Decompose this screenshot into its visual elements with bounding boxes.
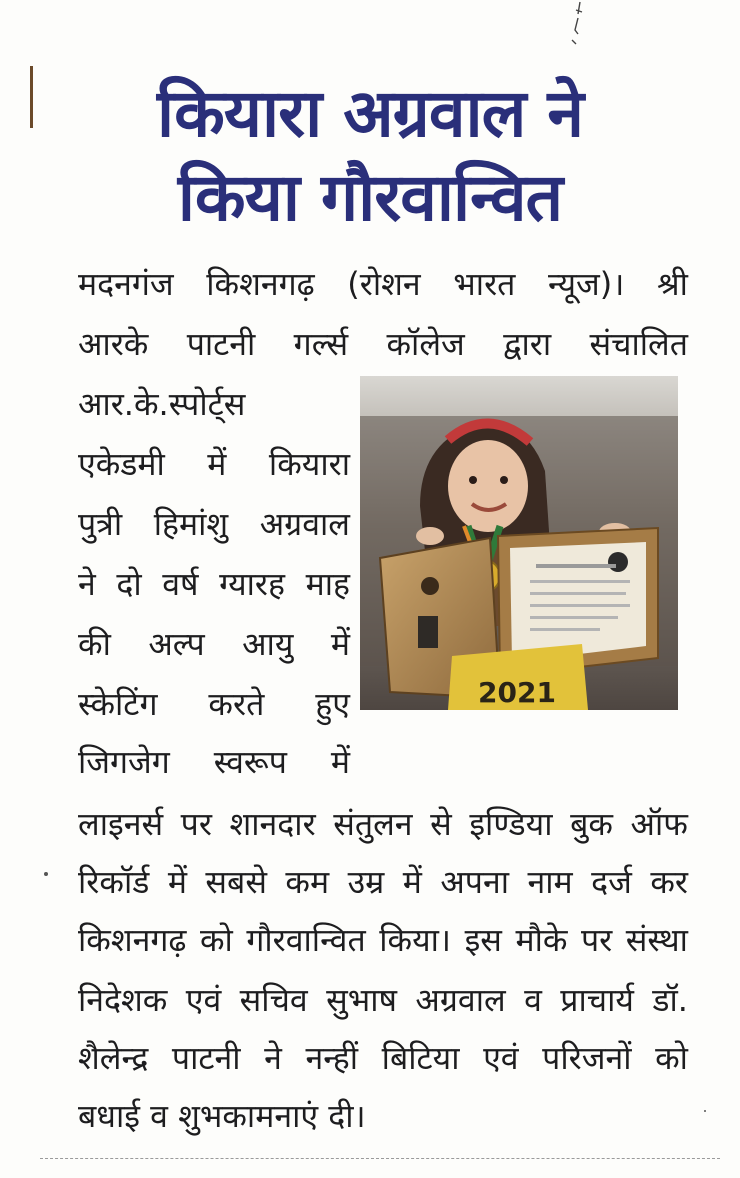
article-word: द्वारा: [503, 325, 552, 363]
news-photo: [360, 376, 678, 710]
article-word: शानदार: [229, 805, 316, 843]
article-word: ग्यारह: [219, 565, 285, 603]
article-word: डॉ.: [652, 981, 688, 1019]
article-word: हिमांशु: [153, 505, 229, 543]
article-word: स्वरूप: [213, 743, 287, 781]
article-line: [78, 684, 350, 724]
photo-illustration: [360, 376, 678, 710]
article-word: निदेशक: [78, 981, 168, 1019]
article-line: [78, 920, 688, 960]
article-word: से: [430, 805, 452, 843]
article-word: में: [402, 863, 422, 901]
article-word: में: [207, 445, 227, 483]
article-word: इण्डिया: [469, 805, 553, 843]
article-line: [78, 324, 688, 364]
article-word: अपना: [440, 863, 510, 901]
article-word: गौरवान्वित: [246, 921, 366, 959]
article-line: [78, 624, 350, 664]
article-word: संतुलन: [333, 805, 413, 843]
article-word: प्राचार्य: [560, 981, 634, 1019]
article-word: व: [524, 981, 542, 1019]
article-word: (रोशन: [347, 265, 421, 303]
article-word: दो: [116, 565, 142, 603]
paper-speck: [44, 872, 48, 876]
article-word: नन्हीं: [305, 1039, 359, 1077]
article-word: बुक: [570, 805, 613, 843]
article-word: में: [167, 863, 187, 901]
article-word: की: [78, 625, 111, 663]
article-line: [78, 504, 350, 544]
article-word: पाटनी: [186, 325, 256, 363]
article-line: [78, 980, 688, 1020]
article-word: रिकॉर्ड: [78, 863, 150, 901]
article-word: गर्ल्स: [293, 325, 349, 363]
article-line: [78, 384, 350, 424]
article-line: [78, 564, 350, 604]
headline-line-2: किया गौरवान्वित: [177, 159, 563, 236]
article-word: अल्प: [148, 625, 205, 663]
page-rule: [40, 1158, 720, 1160]
article-word: एवं: [185, 981, 222, 1019]
article-word: संचालित: [589, 325, 688, 363]
article-word: में: [330, 743, 350, 781]
article-word: ऑफ: [630, 805, 688, 843]
article-word: ने: [78, 565, 96, 603]
article-line: [78, 742, 350, 782]
article-word: वर्ष: [162, 565, 199, 603]
article-line: [78, 804, 688, 844]
article-word: को: [199, 921, 233, 959]
article-word: कॉलेज: [386, 325, 465, 363]
article-word: सचिव: [239, 981, 308, 1019]
article-word: भारत: [453, 265, 516, 303]
article-line: [78, 264, 688, 304]
article-word: बिटिया: [381, 1039, 460, 1077]
article-line: बधाई व शुभकामनाएं दी।: [78, 1097, 366, 1135]
article-word: कियारा: [268, 445, 350, 483]
article-word: किशनगढ़: [206, 265, 315, 303]
article-line: [78, 444, 350, 484]
article-word: आर.के.स्पोर्ट्स: [78, 385, 246, 423]
article-word: पुत्री: [78, 505, 123, 543]
article-word: संस्था: [625, 921, 688, 959]
article-word: को: [655, 1039, 688, 1077]
article-word: किया।: [379, 921, 452, 959]
article-word: पर: [180, 805, 212, 843]
headline: [0, 72, 740, 240]
headline-line-1: कियारा अग्रवाल ने: [156, 75, 583, 152]
article-word: परिजनों: [542, 1039, 632, 1077]
article-word: माह: [305, 565, 350, 603]
article-word: मौके: [515, 921, 568, 959]
article-word: करते: [208, 685, 265, 723]
article-word: पाटनी: [171, 1039, 241, 1077]
article-word: में: [330, 625, 350, 663]
article-word: शैलेन्द्र: [78, 1039, 149, 1077]
article-word: इस: [464, 921, 502, 959]
article-line: [78, 1038, 688, 1078]
article-word: पर: [580, 921, 613, 959]
article-word: आयु: [242, 625, 294, 663]
article-word: न्यूज)।: [548, 265, 625, 303]
article-word: मदनगंज: [78, 265, 174, 303]
article-word: एकेडमी: [78, 445, 165, 483]
article-word: नाम: [527, 863, 573, 901]
article-word: श्री: [657, 265, 688, 303]
article-word: अग्रवाल: [415, 981, 506, 1019]
article-word: आरके: [78, 325, 149, 363]
article-word: सबसे: [205, 863, 267, 901]
article-word: जिगजेग: [78, 743, 170, 781]
article-word: दर्ज: [591, 863, 632, 901]
article-word: लाइनर्स: [78, 805, 164, 843]
pen-scribble: [566, 0, 588, 46]
article-word: उम्र: [347, 863, 385, 901]
article-word: अग्रवाल: [259, 505, 350, 543]
article-word: किशनगढ़: [78, 921, 187, 959]
frame-year-text: 2021: [478, 676, 556, 709]
article-word: कर: [650, 863, 688, 901]
paper-speck: [704, 1110, 706, 1112]
article-word: कम: [285, 863, 330, 901]
article-line: [78, 862, 688, 902]
article-word: हुए: [315, 685, 350, 723]
article-word: स्केटिंग: [78, 685, 158, 723]
article-word: एवं: [483, 1039, 519, 1077]
article-word: सुभाष: [326, 981, 398, 1019]
article-word: ने: [264, 1039, 282, 1077]
